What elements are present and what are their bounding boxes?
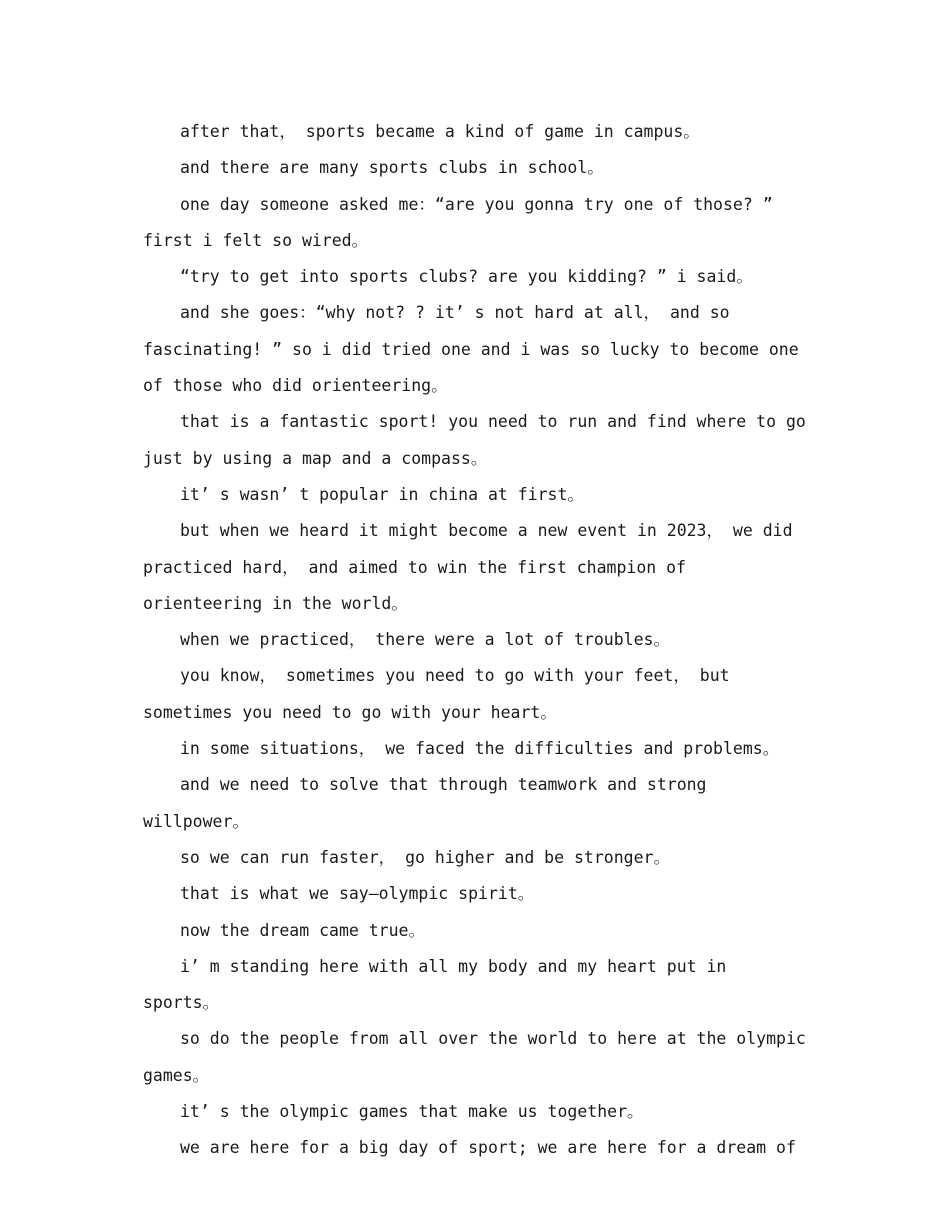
paragraph: and she goes：“why not? ? it’ s not hard at all， and so fascinating! ” so i did tried one and i was so lucky to become one of those who did orienteering。 — [143, 303, 799, 396]
paragraph: and there are many sports clubs in school。 — [180, 158, 604, 178]
paragraph: but when we heard it might become a new event in 2023， we did practiced hard， and aimed to win the first champion of orienteering in the world。 — [143, 521, 793, 613]
paragraph: i’ m standing here with all my body and my heart put in sports。 — [143, 956, 727, 1013]
paragraph: “try to get into sports clubs? are you kidding? ” i said。 — [180, 267, 753, 287]
paragraph: one day someone asked me：“are you gonna try one of those? ” first i felt so wired。 — [143, 194, 773, 250]
paragraph: that is a fantastic sport! you need to run and find where to go just by using a map and a compass。 — [143, 412, 806, 468]
paragraph: after that， sports became a kind of game in campus。 — [180, 122, 700, 141]
body-text — [143, 114, 808, 1167]
paragraph: now the dream came true。 — [180, 920, 425, 940]
paragraph: in some situations， we faced the difficulties and problems。 — [180, 739, 780, 759]
paragraph: so we can run faster， go higher and be stronger。 — [180, 847, 670, 867]
paragraph: and we need to solve that through teamwork and strong willpower。 — [143, 775, 707, 831]
paragraph: that is what we say—olympic spirit。 — [180, 884, 535, 904]
paragraph: so do the people from all over the world to here at the olympic games。 — [143, 1029, 806, 1085]
paragraph: it’ s the olympic games that make us together。 — [180, 1102, 644, 1122]
paragraph: you know， sometimes you need to go with your feet， but sometimes you need to go with your heart。 — [143, 666, 730, 722]
paragraph: when we practiced， there were a lot of troubles。 — [180, 630, 670, 650]
paragraph: we are here for a big day of sport; we are here for a dream of — [180, 1138, 796, 1158]
paragraph: it’ s wasn’ t popular in china at first。 — [180, 484, 584, 504]
